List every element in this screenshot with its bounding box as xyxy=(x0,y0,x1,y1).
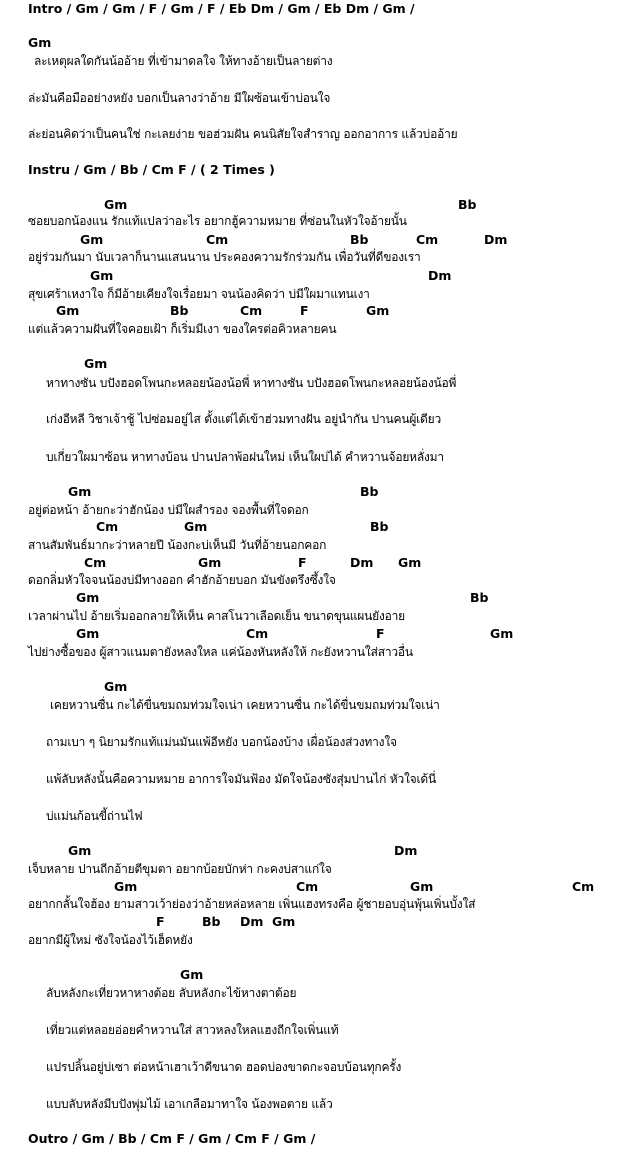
lyric-line: เจ็บหลาย ปานถีกอ้ายตีขุมตา อยากบ้อยบักห่า กะคงบ่สาแก่ใจ xyxy=(28,862,332,876)
chord: Gm xyxy=(272,914,296,929)
lyric-line: เคยหวานซื่น กะได้ขื่นขมถมท่วมใจเน่า เคยหวานซื่น กะได้ขื่นขมถมท่วมใจเน่า xyxy=(50,698,440,712)
chord: Cm xyxy=(206,232,229,247)
chord: Dm xyxy=(350,555,374,570)
chord: Gm xyxy=(90,268,114,283)
chord: Bb xyxy=(360,484,379,499)
chord: Gm xyxy=(398,555,422,570)
lyric-line: สานสัมพันธ์มากะว่าหลายปี น้องกะบ่เห็นมี วันที่อ้ายนอกคอก xyxy=(28,538,327,552)
lyric-line: ไปย่างซื้อของ ผู้สาวแนมตายังหลงใหล แค่น้องหันหลังให้ กะยังหวานใส่สาวอื่น xyxy=(28,645,413,659)
chord: Gm xyxy=(68,843,92,858)
chord: Gm xyxy=(184,519,208,534)
lyric-line: อยู่ต่อหน้า อ้ายกะว่าฮักน้อง บ่มีใผสำรอง จองพื้นที่ใจดอก xyxy=(28,503,309,517)
chord: Gm xyxy=(410,879,434,894)
lyric-line: ดอกลิ่มหัวใจจนน้องบ่มีทางออก คำฮักอ้ายบอก มันขังตรึงซึ้งใจ xyxy=(28,573,336,587)
intro-line: Intro / Gm / Gm / F / Gm / F / Eb Dm / Gm / Eb Dm / Gm / xyxy=(28,1,415,16)
outro-line: Outro / Gm / Bb / Cm F / Gm / Cm F / Gm / xyxy=(28,1131,316,1146)
lyric-line: อยากกลั้นใจฮ้อง ยามสาวเว้าย่องว่าอ้ายหล่อหลาย เพิ่นแฮงทรงคือ ผู้ชายอบอุ่นพุ้นเพิ่นบั้งใส่ xyxy=(28,897,476,911)
lyric-line: แบบลับหลังมีบปังพุ่มไม้ เอาเกลือมาทาใจ น้องพอตาย แล้ว xyxy=(46,1097,333,1111)
chord: Cm xyxy=(246,626,269,641)
chord: Cm xyxy=(240,303,263,318)
lyric-line: ล่ะมันคือมืออย่างหยัง บอกเป็นลางว่าอ้าย มีใผซ้อนเข้าบ่อนใจ xyxy=(28,91,331,105)
chord: Cm xyxy=(96,519,119,534)
chord: F xyxy=(156,914,165,929)
chord: Cm xyxy=(572,879,595,894)
chord: Gm xyxy=(198,555,222,570)
chord: Dm xyxy=(394,843,418,858)
chord: Gm xyxy=(180,967,204,982)
chord: F xyxy=(300,303,309,318)
lyric-line: อยากมีผู้ใหม่ ซังใจน้องไว้เฮ็ดหยัง xyxy=(28,933,193,947)
chord: F xyxy=(298,555,307,570)
lyric-line: เที่ยวแต่หลอยอ่อยคำหวานใส่ สาวหลงใหลแฮงถีกใจเพิ่นแท้ xyxy=(46,1023,339,1037)
instru-line: Instru / Gm / Bb / Cm F / ( 2 Times ) xyxy=(28,162,275,177)
lyric-line: อยู่ร่วมกันมา นับเวลาก็นานแสนนาน ประคองความรักร่วมกัน เพื่อวันที่ดีของเรา xyxy=(28,250,421,264)
chord: Gm xyxy=(104,679,128,694)
chord: Bb xyxy=(470,590,489,605)
chord: Gm xyxy=(104,197,128,212)
lyric-line: หาทางซัน บปังฮอดโพนกะหลอยน้องน้อพี่ หาทางซัน บปังฮอดโพนกะหลอยน้องน้อพี่ xyxy=(46,376,457,390)
chord: Gm xyxy=(76,626,100,641)
chord: Gm xyxy=(56,303,80,318)
lyric-line: แปรปลิ้นอยู่บ่เซา ต่อหน้าเฮาเว้าดีขนาด ฮอดบ่องขาดกะจอบบ้อนทุกครั้ง xyxy=(46,1060,402,1074)
chord: Cm xyxy=(84,555,107,570)
lyric-line: สุขเศร้าเหงาใจ ก็มีอ้ายเคียงใจเรื่อยมา จนน้องคิดว่า บ่มีใผมาแทนเงา xyxy=(28,287,370,301)
lyric-line: ลับหลังกะเที่ยวหาหางต้อย ลับหลังกะไข้หางตาต้อย xyxy=(46,986,297,1000)
lyric-line: บ่แม่นก้อนขี้ถ่านไฟ xyxy=(46,809,143,823)
chord: Gm xyxy=(490,626,514,641)
lyric-line: เก่งอีหลี วิชาเจ้าชู้ ไปซ่อมอยู่ไส ตั้งแต่ได้เข้าฮ่วมทางฝัน อยู่นำกัน ปานคนผู้เดียว xyxy=(46,412,442,426)
lyric-line: แพ้ลับหลังนั้นคือความหมาย อาการใจมันฟ้อง มัดใจน้องซังสุ่มปานไก่ หัวใจเด้นี่ xyxy=(46,772,436,786)
chord: Cm xyxy=(296,879,319,894)
chord: Dm xyxy=(240,914,264,929)
chord: Gm xyxy=(76,590,100,605)
chord: Gm xyxy=(114,879,138,894)
chord: Dm xyxy=(428,268,452,283)
lyric-line: ถามเบา ๆ นิยามรักแท้แม่นมันแพ้อีหยัง บอกน้องบ้าง เผื่อน้องส่วงทางใจ xyxy=(46,735,397,749)
lyric-line: ละเหตุผลใดกันน้ออ้าย ที่เข้ามาดลใจ ให้ทางอ้ายเป็นลายต่าง xyxy=(34,54,333,68)
lyric-line: บเกี่ยวใผมาซ้อน หาทางบ้อน ปานปลาพ้อฝนใหม่ เห็นใผบ่ได้ คำหวานจ้อยหลั่งมา xyxy=(46,450,444,464)
chord: F xyxy=(376,626,385,641)
lyric-line: ซอยบอกน้องแน รักแท้แปลว่าอะไร อยากฮู้ความหมาย ที่ซ่อนในหัวใจอ้ายนั้น xyxy=(28,214,407,228)
lyric-line: เวลาผ่านไป อ้ายเริ่มออกลายให้เห็น คาสโนวาเลือดเย็น ขนาดขุนแผนยังอาย xyxy=(28,609,406,623)
lyric-line: ล่ะย่อนคิดว่าเป็นคนใช่ กะเลยง่าย ขอฮ่วมฝัน คนนิสัยใจสำราญ ออกอาการ แล้วบ่ออ้าย xyxy=(28,127,458,141)
chord: Gm xyxy=(366,303,390,318)
lyric-line: แต่แล้วความฝันที่ใจคอยเฝ้า ก็เริ่มมีเงา ของใครต่อคิวหลายคน xyxy=(28,322,337,336)
chord: Gm xyxy=(28,35,52,50)
chord: Gm xyxy=(80,232,104,247)
chord: Gm xyxy=(84,356,108,371)
chord: Cm xyxy=(416,232,439,247)
chord: Bb xyxy=(350,232,369,247)
chord: Dm xyxy=(484,232,508,247)
chord: Gm xyxy=(68,484,92,499)
chord: Bb xyxy=(458,197,477,212)
chord: Bb xyxy=(170,303,189,318)
chord: Bb xyxy=(370,519,389,534)
chord: Bb xyxy=(202,914,221,929)
